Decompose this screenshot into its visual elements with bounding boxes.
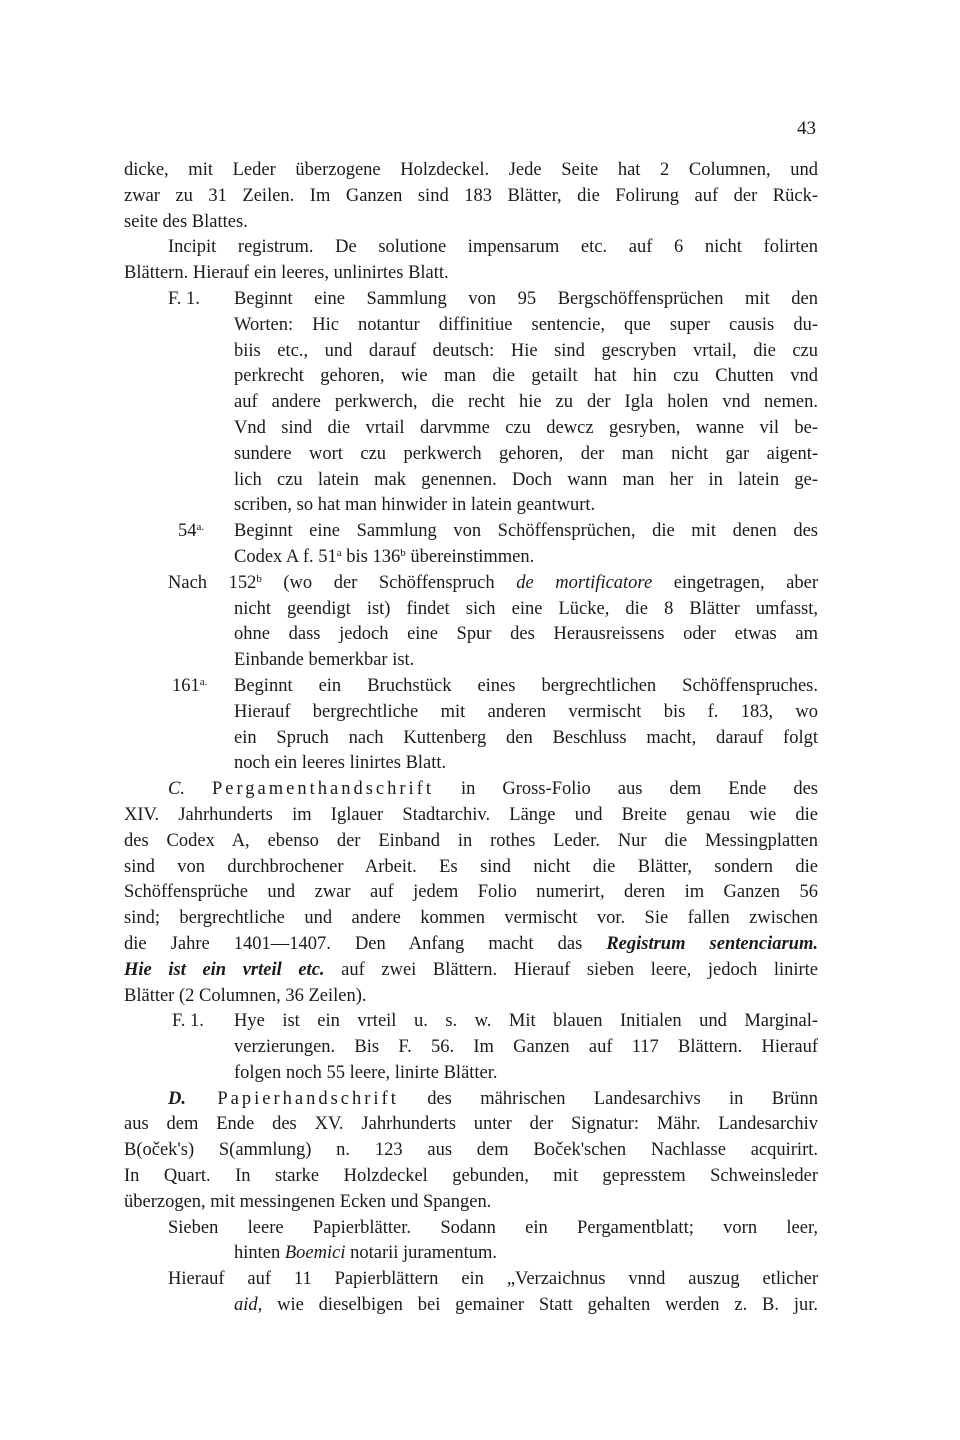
text-line: ohne dass jedoch eine Spur des Herausreissens oder etwas am	[234, 624, 818, 645]
text-line: überzogen, mit messingenen Ecken und Spangen.	[124, 1191, 492, 1212]
text-line: nicht geendigt ist) findet sich eine Lücke, die 8 Blätter umfasst,	[234, 598, 818, 619]
text-line: dicke, mit Leder überzogene Holzdeckel. Jede Seite hat 2 Columnen, und	[124, 160, 818, 180]
text-line: Worten: Hic notantur diffinitiue sentencie, que super causis du-	[234, 314, 818, 335]
text-line: lich czu latein mak genennen. Doch wann man her in latein ge-	[234, 469, 818, 490]
text-line: Einbande bemerkbar ist.	[234, 650, 415, 671]
text-line: Beginnt ein Bruchstück eines bergrechtlichen Schöffenspruches.	[234, 675, 818, 696]
folio-entry-f1	[124, 287, 818, 519]
text-line: Beginnt eine Sammlung von 95 Bergschöffensprüchen mit den	[234, 288, 818, 309]
text-line: noch ein leeres linirtes Blatt.	[234, 753, 447, 774]
text-line: Hierauf bergrechtliche mit anderen vermischt bis f. 183, wo	[234, 701, 818, 722]
page-number: 43	[797, 118, 816, 139]
text-line: C. Pergamenthandschrift in Gross-Folio aus dem Ende des	[168, 779, 818, 800]
folio-label: F. 1.	[172, 1011, 204, 1032]
text-line: auf andere perkwerch, die recht hie zu der Igla holen vnd nemen.	[234, 392, 818, 413]
text-line: aus dem Ende des XV. Jahrhunderts unter der Signatur: Mähr. Landesarchiv	[124, 1114, 818, 1135]
text-line: verzierungen. Bis F. 56. Im Ganzen auf 117 Blättern. Hierauf	[234, 1037, 818, 1058]
page-body	[124, 158, 818, 1319]
folio-label: $54^{a.}$	[178, 521, 205, 542]
text-line: ein Spruch nach Kuttenberg den Beschluss macht, darauf folgt	[234, 727, 818, 748]
folio-entry-f1-codex-c	[124, 1009, 818, 1086]
text-line: Blätter (2 Columnen, 36 Zeilen).	[124, 985, 367, 1006]
text-line: aid, wie dieselbigen bei gemainer Statt gehalten werden z. B. jur.	[234, 1295, 818, 1316]
text-line: Hierauf auf 11 Papierblättern ein „Verzaichnus vnnd auszug etlicher	[168, 1269, 818, 1290]
text-line: Schöffensprüche und zwar auf jedem Folio numerirt, deren im Ganzen 56	[124, 882, 818, 903]
text-line: sundere wort czu perkwerch gehoren, der man nicht gar aigent-	[234, 443, 818, 464]
text-line: scriben, so hat man hinwider in latein geantwurt.	[234, 495, 596, 516]
text-line: biis etc., und darauf deutsch: Hie sind gescryben vrtail, die czu	[234, 340, 818, 361]
text-line: Nach 152$^b$ (wo der Schöffenspruch de mortificatore eingetragen, aber	[168, 572, 818, 593]
text-line: Codex A f. 51$^a$ bis 136$^b$ übereinstimmen.	[234, 546, 535, 567]
folio-label: $161^{a.}$	[172, 675, 208, 696]
text-line: Hie ist ein vrteil etc. auf zwei Blättern. Hierauf sieben leere, jedoch linirte	[124, 959, 819, 980]
folio-label: F. 1.	[168, 288, 200, 309]
text-line: Vnd sind die vrtail darvmme czu dewcz gesryben, wanne vil be-	[234, 417, 818, 438]
text-line: die Jahre 1401—1407. Den Anfang macht das Registrum sentenciarum.	[124, 933, 818, 954]
text-line: B(oček's) S(ammlung) n. 123 aus dem Boček'schen Nachlasse acquirirt.	[124, 1140, 818, 1161]
folio-entry-161a	[124, 674, 818, 777]
text-line: Sieben leere Papierblätter. Sodann ein Pergamentblatt; vorn leer,	[168, 1217, 818, 1238]
text-line: In Quart. In starke Holzdeckel gebunden, mit gepresstem Schweinsleder	[124, 1166, 818, 1187]
text-line: sind; bergrechtliche und andere kommen vermischt vor. Sie fallen zwischen	[124, 908, 818, 929]
text-line: Blättern. Hierauf ein leeres, unlinirtes Blatt.	[124, 263, 449, 284]
text-line: Beginnt eine Sammlung von Schöffensprüchen, die mit denen des	[234, 521, 818, 542]
text-line: XIV. Jahrhunderts im Iglauer Stadtarchiv. Länge und Breite genau wie die	[124, 804, 818, 825]
text-line: zwar zu 31 Zeilen. Im Ganzen sind 183 Blätter, die Folirung auf der Rück-	[124, 185, 818, 206]
text-line: des Codex A, ebenso der Einband in rothes Leder. Nur die Messingplatten	[124, 830, 818, 851]
text-line: sind von durchbrochener Arbeit. Es sind nicht die Blätter, sondern die	[124, 856, 818, 877]
text-line: Incipit registrum. De solutione impensarum etc. auf 6 nicht folirten	[168, 237, 818, 258]
folio-entry-54a	[124, 519, 818, 571]
text-line: seite des Blattes.	[124, 211, 248, 232]
text-line: hinten Boemici notarii juramentum.	[234, 1243, 498, 1264]
text-line: Hye ist ein vrteil u. s. w. Mit blauen Initialen und Marginal-	[234, 1011, 818, 1032]
text-line: folgen noch 55 leere, linirte Blätter.	[234, 1062, 498, 1083]
text-line: D. Papierhandschrift des mährischen Landesarchivs in Brünn	[168, 1088, 818, 1109]
text-line: perkrecht gehoren, wie man die getailt hat hin czu Chutten vnd	[234, 366, 818, 387]
